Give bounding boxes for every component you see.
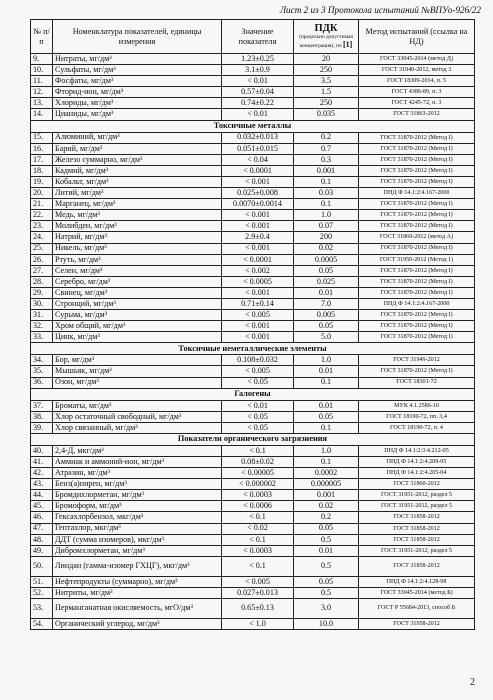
row-number: 42. xyxy=(31,468,53,479)
table-row xyxy=(31,265,475,276)
table-row xyxy=(31,411,475,422)
pdk-value: 0.000005 xyxy=(294,479,359,490)
row-number: 54. xyxy=(31,619,53,630)
pdk-value: 0.05 xyxy=(294,523,359,534)
col-pdk-header xyxy=(294,20,359,54)
row-number: 17. xyxy=(31,154,53,165)
section-row xyxy=(31,343,475,355)
test-method: ГОСТ 31863-2012 xyxy=(359,109,475,120)
row-number: 28. xyxy=(31,276,53,287)
page-header: Лист 2 из 3 Протокола испытаний №ВПУо-926/22 xyxy=(279,5,481,15)
row-number: 12. xyxy=(31,87,53,98)
indicator-value: < 0.05 xyxy=(222,411,294,422)
test-method: ГОСТ 31951-2012, раздел 5 xyxy=(359,490,475,501)
indicator-name: Литий, мг/дм³ xyxy=(53,188,222,199)
indicator-value: < 0.0005 xyxy=(222,276,294,287)
table-row xyxy=(31,457,475,468)
table-header-row xyxy=(31,20,475,54)
pdk-value: 7.0 xyxy=(294,298,359,309)
pdk-value: 250 xyxy=(294,98,359,109)
test-method: ГОСТ 31870-2012 (Метод I) xyxy=(359,221,475,232)
indicator-name: Никель, мг/дм³ xyxy=(53,243,222,254)
test-method: ГОСТ 31870-2012 (Метод I) xyxy=(359,154,475,165)
pdk-value: 0.005 xyxy=(294,310,359,321)
table-row xyxy=(31,254,475,265)
indicator-name: Хлориды, мг/дм³ xyxy=(53,98,222,109)
test-method: ГОСТ 31870-2012 (Метод I) xyxy=(359,210,475,221)
test-method: ГОСТ 33045-2014 (метод Д) xyxy=(359,54,475,65)
indicator-value: < 0.05 xyxy=(222,422,294,433)
indicator-value: 0.025±0.008 xyxy=(222,188,294,199)
table-row xyxy=(31,587,475,598)
test-method: ГОСТ 31870-2012 (Метод I) xyxy=(359,176,475,187)
row-number: 45. xyxy=(31,501,53,512)
pdk-value: 0.1 xyxy=(294,422,359,433)
indicator-value: 3.1±0.9 xyxy=(222,65,294,76)
row-number: 13. xyxy=(31,98,53,109)
indicator-value: 0.08±0.02 xyxy=(222,457,294,468)
indicator-name: Нитраты, мг/дм³ xyxy=(53,54,222,65)
indicator-name: Кадмий, мг/дм³ xyxy=(53,165,222,176)
indicator-value: < 0.01 xyxy=(222,76,294,87)
pdk-subtitle-text: (предельно допустимая концентрация), по xyxy=(299,34,353,50)
table-row xyxy=(31,221,475,232)
table-row xyxy=(31,143,475,154)
indicator-name: Хром общий, мг/дм³ xyxy=(53,321,222,332)
pdk-value: 0.05 xyxy=(294,321,359,332)
test-method: ГОСТ 31870-2012 (Метод I) xyxy=(359,199,475,210)
indicator-name: Свинец, мг/дм³ xyxy=(53,287,222,298)
indicator-value: < 0.1 xyxy=(222,556,294,576)
indicator-value: < 0.001 xyxy=(222,321,294,332)
table-row xyxy=(31,468,475,479)
indicator-name: Нитриты, мг/дм³ xyxy=(53,587,222,598)
pdk-value: 10.0 xyxy=(294,619,359,630)
test-method: ГОСТ 4245-72, п. 3 xyxy=(359,98,475,109)
pdk-value: 0.001 xyxy=(294,165,359,176)
indicator-name: Озон, мг/дм³ xyxy=(53,377,222,388)
indicator-name: Нефтепродукты (суммарно), мг/дм³ xyxy=(53,576,222,587)
row-number: 27. xyxy=(31,265,53,276)
row-number: 20. xyxy=(31,188,53,199)
test-method: ПНД Ф 14.1:2:4.209-05 xyxy=(359,457,475,468)
row-number: 36. xyxy=(31,377,53,388)
pdk-value: 3.0 xyxy=(294,599,359,619)
table-row xyxy=(31,132,475,143)
indicator-name: Органический углерод, мг/дм³ xyxy=(53,619,222,630)
col-num-header: № п/п xyxy=(31,20,53,54)
pdk-value: 0.05 xyxy=(294,576,359,587)
table-row xyxy=(31,422,475,433)
test-method: ГОСТ 31860-2012 xyxy=(359,479,475,490)
indicator-value: 0.108±0.032 xyxy=(222,355,294,366)
test-method: ПНД Ф 14.1:2:4.167-2000 xyxy=(359,298,475,309)
row-number: 24. xyxy=(31,232,53,243)
row-number: 47. xyxy=(31,523,53,534)
test-method: ГОСТ 31950-2012 (Метод 1) xyxy=(359,254,475,265)
pdk-value: 0.7 xyxy=(294,143,359,154)
table-row xyxy=(31,523,475,534)
row-number: 16. xyxy=(31,143,53,154)
test-method: ГОСТ 31870-2012 (Метод I) xyxy=(359,321,475,332)
row-number: 14. xyxy=(31,109,53,120)
pdk-value: 0.02 xyxy=(294,501,359,512)
indicator-value: 0.051±0.015 xyxy=(222,143,294,154)
indicator-value: < 0.00005 xyxy=(222,468,294,479)
test-method: ГОСТ 31951-2012, раздел 5 xyxy=(359,545,475,556)
pdk-value: 0.02 xyxy=(294,243,359,254)
table-row xyxy=(31,76,475,87)
indicator-value: < 0.0001 xyxy=(222,254,294,265)
indicator-name: Аммиак и аммоний-ион, мг/дм³ xyxy=(53,457,222,468)
row-number: 41. xyxy=(31,457,53,468)
indicator-name: Фосфаты, мг/дм³ xyxy=(53,76,222,87)
indicator-name: Кобальт, мг/дм³ xyxy=(53,176,222,187)
col-value-header: Значение показателя xyxy=(222,20,294,54)
row-number: 32. xyxy=(31,321,53,332)
row-number: 18. xyxy=(31,165,53,176)
indicator-name: Гексахлорбензол, мкг/дм³ xyxy=(53,512,222,523)
table-row xyxy=(31,54,475,65)
table-row xyxy=(31,619,475,630)
indicator-name: Сульфаты, мг/дм³ xyxy=(53,65,222,76)
indicator-value: < 0.0003 xyxy=(222,545,294,556)
table-row xyxy=(31,298,475,309)
indicator-value: < 0.04 xyxy=(222,154,294,165)
test-method: ГОСТ 31958-2012 xyxy=(359,619,475,630)
indicator-name: Хлор остаточный свободный, мг/дм³ xyxy=(53,411,222,422)
table-row xyxy=(31,599,475,619)
table-row xyxy=(31,199,475,210)
table-row xyxy=(31,512,475,523)
row-number: 35. xyxy=(31,366,53,377)
pdk-value: 0.01 xyxy=(294,400,359,411)
indicator-name: Дибромхлорметан, мг/дм³ xyxy=(53,545,222,556)
pdk-value: 0.035 xyxy=(294,109,359,120)
indicator-value: 0.57±0.04 xyxy=(222,87,294,98)
indicator-value: 1.23±0.25 xyxy=(222,54,294,65)
pdk-value: 0.1 xyxy=(294,176,359,187)
col-name-header: Номенклатура показателей, единицы измерения xyxy=(53,20,222,54)
test-method: ПНД Ф 14.1:2:4.128-98 xyxy=(359,576,475,587)
indicator-value: 0.027±0.013 xyxy=(222,587,294,598)
pdk-value: 0.01 xyxy=(294,287,359,298)
indicator-value: < 0.0003 xyxy=(222,490,294,501)
row-number: 34. xyxy=(31,355,53,366)
pdk-value: 5.0 xyxy=(294,332,359,343)
indicator-name: Цианиды, мг/дм³ xyxy=(53,109,222,120)
pdk-value: 0.1 xyxy=(294,457,359,468)
table-row xyxy=(31,87,475,98)
row-number: 37. xyxy=(31,400,53,411)
section-title: Показатели органического загрязнения xyxy=(31,433,475,445)
test-method: ГОСТ 31870-2012 (Метод I) xyxy=(359,332,475,343)
indicator-name: Железо суммарно, мг/дм³ xyxy=(53,154,222,165)
row-number: 31. xyxy=(31,310,53,321)
table-row xyxy=(31,556,475,576)
indicator-name: Молибден, мг/дм³ xyxy=(53,221,222,232)
pdk-value: 0.3 xyxy=(294,154,359,165)
test-method: ГОСТ 31949-2012 xyxy=(359,355,475,366)
indicator-value: < 0.005 xyxy=(222,576,294,587)
test-method: ГОСТ 18190-72, п. 4 xyxy=(359,422,475,433)
pdk-value: 250 xyxy=(294,65,359,76)
table-row xyxy=(31,109,475,120)
indicator-value: 0.74±0.22 xyxy=(222,98,294,109)
indicator-name: Сурьма, мг/дм³ xyxy=(53,310,222,321)
indicator-value: < 0.002 xyxy=(222,265,294,276)
row-number: 25. xyxy=(31,243,53,254)
table-row xyxy=(31,310,475,321)
indicator-value: 0.65±0.13 xyxy=(222,599,294,619)
test-method: ГОСТ Р 55684-2013, способ Б xyxy=(359,599,475,619)
indicator-name: Бромдихлорметан, мг/дм³ xyxy=(53,490,222,501)
table-row xyxy=(31,176,475,187)
indicator-name: Гептахлор, мкг/дм³ xyxy=(53,523,222,534)
test-method: ГОСТ 18190-72, пп. 3,4 xyxy=(359,411,475,422)
indicator-value: < 0.1 xyxy=(222,512,294,523)
pdk-ref: [1] xyxy=(342,40,353,50)
indicator-value: < 0.001 xyxy=(222,221,294,232)
indicator-name: Атразин, мг/дм³ xyxy=(53,468,222,479)
section-title: Токсичные неметаллические элементы xyxy=(31,343,475,355)
indicator-name: 2,4-Д, мкг/дм³ xyxy=(53,445,222,456)
pdk-title: ПДК xyxy=(314,23,338,35)
test-method: ГОСТ 31870-2012 (Метод I) xyxy=(359,310,475,321)
indicator-value: < 0.001 xyxy=(222,210,294,221)
pdk-value: 0.1 xyxy=(294,199,359,210)
test-method: ПНД Ф 14.1:2:4.205-04 xyxy=(359,468,475,479)
test-method: ГОСТ 31858-2012 xyxy=(359,556,475,576)
test-method: ГОСТ 31858-2012 xyxy=(359,523,475,534)
indicator-name: Перманганатная окисляемость, мгО/дм³ xyxy=(53,599,222,619)
row-number: 9. xyxy=(31,54,53,65)
section-title: Токсичные металлы xyxy=(31,120,475,132)
pdk-value: 0.01 xyxy=(294,545,359,556)
section-row xyxy=(31,388,475,400)
row-number: 44. xyxy=(31,490,53,501)
indicator-name: Селен, мг/дм³ xyxy=(53,265,222,276)
row-number: 10. xyxy=(31,65,53,76)
indicator-value: < 0.01 xyxy=(222,109,294,120)
row-number: 19. xyxy=(31,176,53,187)
table-row xyxy=(31,210,475,221)
indicator-value: 0.0070±0.0014 xyxy=(222,199,294,210)
row-number: 52. xyxy=(31,587,53,598)
test-method: ГОСТ 33045-2014 (метод Б) xyxy=(359,587,475,598)
pdk-value: 0.2 xyxy=(294,132,359,143)
table-row xyxy=(31,445,475,456)
test-method: ГОСТ 31858-2012 xyxy=(359,534,475,545)
indicator-name: Бенз(а)пирен, мг/дм³ xyxy=(53,479,222,490)
table-row xyxy=(31,366,475,377)
table-row xyxy=(31,490,475,501)
indicator-name: Мышьяк, мг/дм³ xyxy=(53,366,222,377)
table-row xyxy=(31,232,475,243)
table-row xyxy=(31,545,475,556)
indicator-name: Бор, мг/дм³ xyxy=(53,355,222,366)
test-method: ГОСТ 31870-2012 (Метод I) xyxy=(359,276,475,287)
indicator-value: < 0.001 xyxy=(222,287,294,298)
table-row xyxy=(31,98,475,109)
indicator-name: Медь, мг/дм³ xyxy=(53,210,222,221)
pdk-value: 0.5 xyxy=(294,534,359,545)
pdk-value: 0.2 xyxy=(294,512,359,523)
indicator-value: 2.9±0.4 xyxy=(222,232,294,243)
row-number: 51. xyxy=(31,576,53,587)
indicator-value: < 0.01 xyxy=(222,400,294,411)
pdk-value: 20 xyxy=(294,54,359,65)
test-method: ГОСТ 31870-2012 (Метод I) xyxy=(359,366,475,377)
indicator-value: < 0.000002 xyxy=(222,479,294,490)
table-row xyxy=(31,165,475,176)
indicator-name: Натрий, мг/дм³ xyxy=(53,232,222,243)
pdk-value: 0.0002 xyxy=(294,468,359,479)
pdk-value: 1.0 xyxy=(294,210,359,221)
row-number: 43. xyxy=(31,479,53,490)
indicator-value: < 0.001 xyxy=(222,243,294,254)
pdk-value: 0.05 xyxy=(294,411,359,422)
indicator-value: < 0.1 xyxy=(222,534,294,545)
table-row xyxy=(31,355,475,366)
test-method: ГОСТ 31870-2012 (Метод I) xyxy=(359,265,475,276)
pdk-value: 0.1 xyxy=(294,377,359,388)
pdk-value: 0.025 xyxy=(294,276,359,287)
indicator-value: < 0.05 xyxy=(222,377,294,388)
pdk-value: 200 xyxy=(294,232,359,243)
indicator-name: Фторид-ион, мг/дм³ xyxy=(53,87,222,98)
indicator-name: Алюминий, мг/дм³ xyxy=(53,132,222,143)
test-method: ГОСТ 31870-2012 (Метод I) xyxy=(359,287,475,298)
table-row xyxy=(31,188,475,199)
row-number: 22. xyxy=(31,210,53,221)
indicator-name: Хлор связанный, мг/дм³ xyxy=(53,422,222,433)
row-number: 30. xyxy=(31,298,53,309)
section-row xyxy=(31,120,475,132)
row-number: 39. xyxy=(31,422,53,433)
table-row xyxy=(31,479,475,490)
indicator-value: < 0.001 xyxy=(222,176,294,187)
col-method-header: Метод испытаний (ссылка на НД) xyxy=(359,20,475,54)
indicator-name: Серебро, мг/дм³ xyxy=(53,276,222,287)
pdk-subtitle xyxy=(296,35,356,50)
row-number: 49. xyxy=(31,545,53,556)
row-number: 23. xyxy=(31,221,53,232)
test-method: ГОСТ 31940-2012, метод 3 xyxy=(359,65,475,76)
table-row xyxy=(31,400,475,411)
pdk-value: 1.0 xyxy=(294,355,359,366)
row-number: 29. xyxy=(31,287,53,298)
test-method: ГОСТ 31870-2012 (Метод I) xyxy=(359,165,475,176)
page-number: 2 xyxy=(470,677,475,688)
row-number: 48. xyxy=(31,534,53,545)
row-number: 40. xyxy=(31,445,53,456)
row-number: 33. xyxy=(31,332,53,343)
table-row xyxy=(31,276,475,287)
table-row xyxy=(31,332,475,343)
pdk-value: 0.001 xyxy=(294,490,359,501)
indicator-name: Бромоформ, мг/дм³ xyxy=(53,501,222,512)
indicator-name: ДДТ (сумма изомеров), мкг/дм³ xyxy=(53,534,222,545)
table-row xyxy=(31,287,475,298)
indicator-name: Линдан (гамма-изомер ГХЦГ), мкг/дм³ xyxy=(53,556,222,576)
test-method: ГОСТ 4386-89, п. 3 xyxy=(359,87,475,98)
row-number: 38. xyxy=(31,411,53,422)
table-body xyxy=(31,54,475,630)
indicator-name: Ртуть, мг/дм³ xyxy=(53,254,222,265)
test-method: ПНД Ф 14.1:2:3:4.212-05 xyxy=(359,445,475,456)
indicator-name: Цинк, мг/дм³ xyxy=(53,332,222,343)
test-method: ГОСТ 31870-2012 (Метод I) xyxy=(359,132,475,143)
section-title: Галогены xyxy=(31,388,475,400)
table-row xyxy=(31,534,475,545)
row-number: 46. xyxy=(31,512,53,523)
test-method: ГОСТ 31870-2012 (Метод I) xyxy=(359,143,475,154)
test-method: ГОСТ 31870-2012 (Метод I) xyxy=(359,243,475,254)
pdk-value: 0.5 xyxy=(294,556,359,576)
pdk-value: 0.05 xyxy=(294,265,359,276)
pdk-value: 1.5 xyxy=(294,87,359,98)
row-number: 11. xyxy=(31,76,53,87)
test-method: ГОСТ 18301-72 xyxy=(359,377,475,388)
test-method: МУК 4.1.2586-10 xyxy=(359,400,475,411)
pdk-value: 1.0 xyxy=(294,445,359,456)
indicator-value: < 0.0006 xyxy=(222,501,294,512)
indicator-name: Барий, мг/дм³ xyxy=(53,143,222,154)
row-number: 50. xyxy=(31,556,53,576)
indicator-value: 0.71±0.14 xyxy=(222,298,294,309)
row-number: 15. xyxy=(31,132,53,143)
indicator-value: < 0.005 xyxy=(222,366,294,377)
results-table xyxy=(30,19,475,630)
pdk-value: 0.5 xyxy=(294,587,359,598)
indicator-value: < 1.0 xyxy=(222,619,294,630)
indicator-name: Стронций, мг/дм³ xyxy=(53,298,222,309)
pdk-value: 0.01 xyxy=(294,366,359,377)
indicator-value: < 0.001 xyxy=(222,332,294,343)
table-row xyxy=(31,501,475,512)
pdk-value: 3.5 xyxy=(294,76,359,87)
table-row xyxy=(31,65,475,76)
test-method: ГОСТ 31951-2012, раздел 5 xyxy=(359,501,475,512)
test-method: ПНД Ф 14.1:2:4.167-2000 xyxy=(359,188,475,199)
indicator-value: 0.032±0.013 xyxy=(222,132,294,143)
test-method: ГОСТ 31869-2012 (метод А) xyxy=(359,232,475,243)
row-number: 21. xyxy=(31,199,53,210)
row-number: 26. xyxy=(31,254,53,265)
test-method: ГОСТ 31858-2012 xyxy=(359,512,475,523)
pdk-value: 0.0005 xyxy=(294,254,359,265)
indicator-value: < 0.1 xyxy=(222,445,294,456)
table-row xyxy=(31,377,475,388)
indicator-name: Броматы, мг/дм³ xyxy=(53,400,222,411)
test-method: ГОСТ 18309-2014, п. 5 xyxy=(359,76,475,87)
pdk-value: 0.03 xyxy=(294,188,359,199)
indicator-name: Марганец, мг/дм³ xyxy=(53,199,222,210)
pdk-value: 0.07 xyxy=(294,221,359,232)
indicator-value: < 0.0001 xyxy=(222,165,294,176)
table-row xyxy=(31,243,475,254)
table-row xyxy=(31,154,475,165)
indicator-value: < 0.005 xyxy=(222,310,294,321)
section-row xyxy=(31,433,475,445)
table-row xyxy=(31,321,475,332)
table-row xyxy=(31,576,475,587)
row-number: 53. xyxy=(31,599,53,619)
indicator-value: < 0.02 xyxy=(222,523,294,534)
